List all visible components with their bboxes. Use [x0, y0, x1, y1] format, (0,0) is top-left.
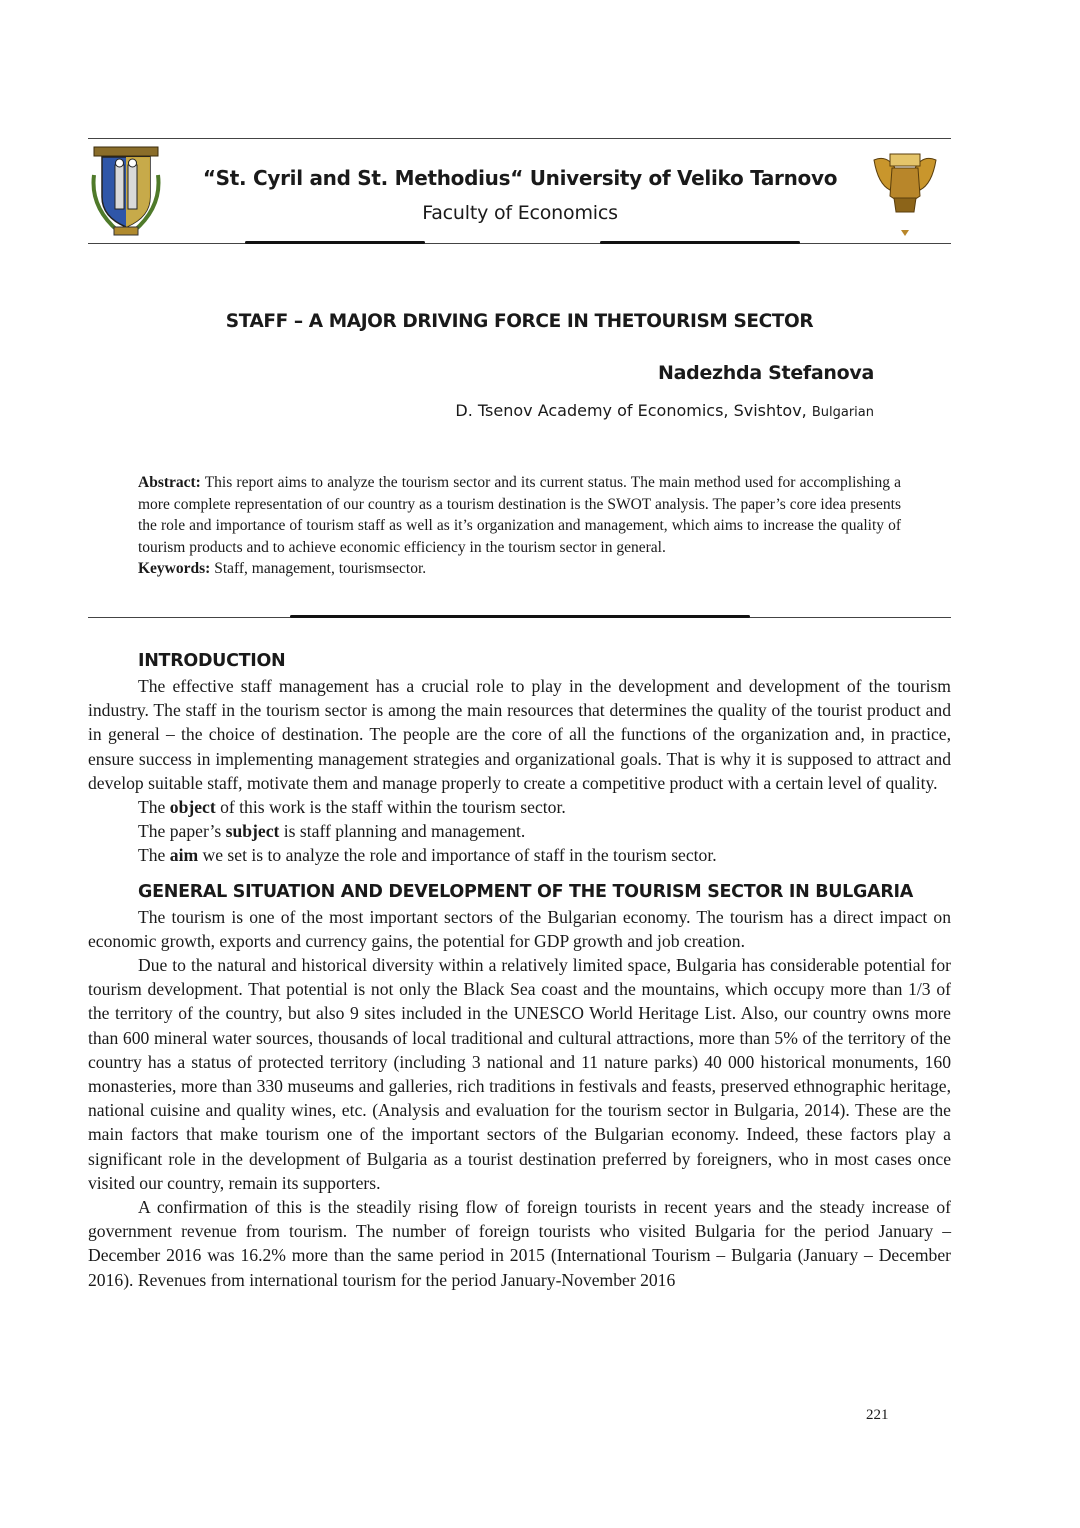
abstract-block — [138, 472, 901, 580]
abstract-text: This report aims to analyze the tourism sector and its current status. The main method used for accomplishing a more complete representation of our country as a tourism destination is the SWOT analysis. The paper’s core idea presents the role and importance of tourism staff as well as it’s organization and management, which aims to increase the quality of tourism products and to achieve economic efficiency in the tourism sector in general. — [138, 474, 901, 556]
faculty-emblem-logo — [870, 150, 940, 242]
text-run: we set is to analyze the role and importance of staff in the tourism sector. — [198, 845, 717, 866]
intro-aim-line — [88, 843, 951, 867]
text-run: The — [138, 797, 170, 818]
section-heading-introduction: INTRODUCTION — [138, 651, 286, 671]
university-crest-logo — [88, 145, 164, 237]
university-name: “St. Cyril and St. Methodius“ University of Veliko Tarnovo — [202, 166, 838, 190]
bold-term: aim — [169, 845, 199, 866]
body-text — [88, 648, 951, 1292]
author-name: Nadezhda Stefanova — [658, 362, 874, 384]
header-bottom-rule — [88, 243, 951, 244]
text-run: of this work is the staff within the tourism sector. — [215, 797, 566, 818]
keywords-text: Staff, management, tourismsector. — [214, 560, 427, 577]
text-run: The — [138, 845, 170, 866]
header-rule-accent — [600, 241, 800, 244]
author-affiliation — [455, 401, 874, 420]
bold-term: object — [169, 797, 216, 818]
affiliation-text: D. Tsenov Academy of Economics, Svishtov, — [455, 401, 807, 420]
intro-paragraph: The effective staff management has a crucial role to play in the development and development of the tourism industry. The staff in the tourism sector is among the main resources that determines the quality of the tourist product and in general – the choice of destination. The people are the core of all the functions of the organization and, in practice, ensure success in implementing management strategies and organizational goals. That is why it is supposed to attract and develop suitable staff, motivate them and manage properly to create a competitive product with a certain level of quality. — [88, 676, 951, 793]
bold-term: subject — [225, 821, 280, 842]
intro-subject-line — [88, 819, 951, 843]
abstract-label: Abstract: — [138, 474, 201, 491]
header-top-rule — [88, 138, 951, 139]
header-rule-accent — [245, 241, 425, 244]
section2-paragraph: The tourism is one of the most important sectors of the Bulgarian economy. The tourism has a direct impact on economic growth, exports and currency gains, the potential for GDP growth and job creation. — [88, 906, 951, 951]
abstract-paragraph — [138, 472, 901, 558]
section2-paragraph: A confirmation of this is the steadily rising flow of foreign tourists in recent years and the steady increase of government revenue from tourism. The number of foreign tourists who visited Bulgaria for the period January – December 2016 was 16.2% more than the same period in 2015 (International Tourism – Bulgaria (January – December 2016). Revenues from international tourism for the period January-November 2016 — [88, 1197, 951, 1290]
keywords-paragraph — [138, 558, 901, 580]
section2-paragraph: Due to the natural and historical diversity within a relatively limited space, Bulgaria has considerable potential for tourism development. That potential is not only the Black Sea coast and the mountains, which occupy more than 1/3 of the territory of the country, but also 9 sites included in the UNESCO World Heritage List. Also, our country owns more than 600 mineral water sources, thousands of local traditional and cultural attractions, more than 5% of the territory of the country has a status of protected territory (including 3 national and 11 nature parks) 40 000 historical monuments, 160 monasteries, more than 330 museums and galleries, rich traditions in festivals and feasts, preserved ethnographic heritage, national cuisine and quality wines, etc. (Analysis and evaluation for the tourism sector in Bulgaria, 2014). These are the main factors that make tourism one of the important sectors of the Bulgarian economy. Indeed, these factors play a significant role in the development of Bulgaria as a tourist destination preferred by foreigners, who in most cases once visited our country, remain its supporters. — [88, 955, 951, 1193]
text-run: is staff planning and management. — [279, 821, 526, 842]
keywords-label: Keywords: — [138, 560, 211, 577]
faculty-name: Faculty of Economics — [422, 202, 618, 224]
intro-object-line — [88, 795, 951, 819]
abstract-rule-accent — [290, 615, 750, 618]
page-number: 221 — [866, 1407, 889, 1423]
affiliation-country: Bulgarian — [811, 405, 874, 420]
section-heading-general-situation: GENERAL SITUATION AND DEVELOPMENT OF THE TOURISM SECTOR IN BULGARIA — [138, 881, 913, 902]
paper-title: STAFF – A MAJOR DRIVING FORCE IN THETOURISM SECTOR — [225, 311, 814, 332]
text-run: The paper’s — [138, 821, 226, 842]
